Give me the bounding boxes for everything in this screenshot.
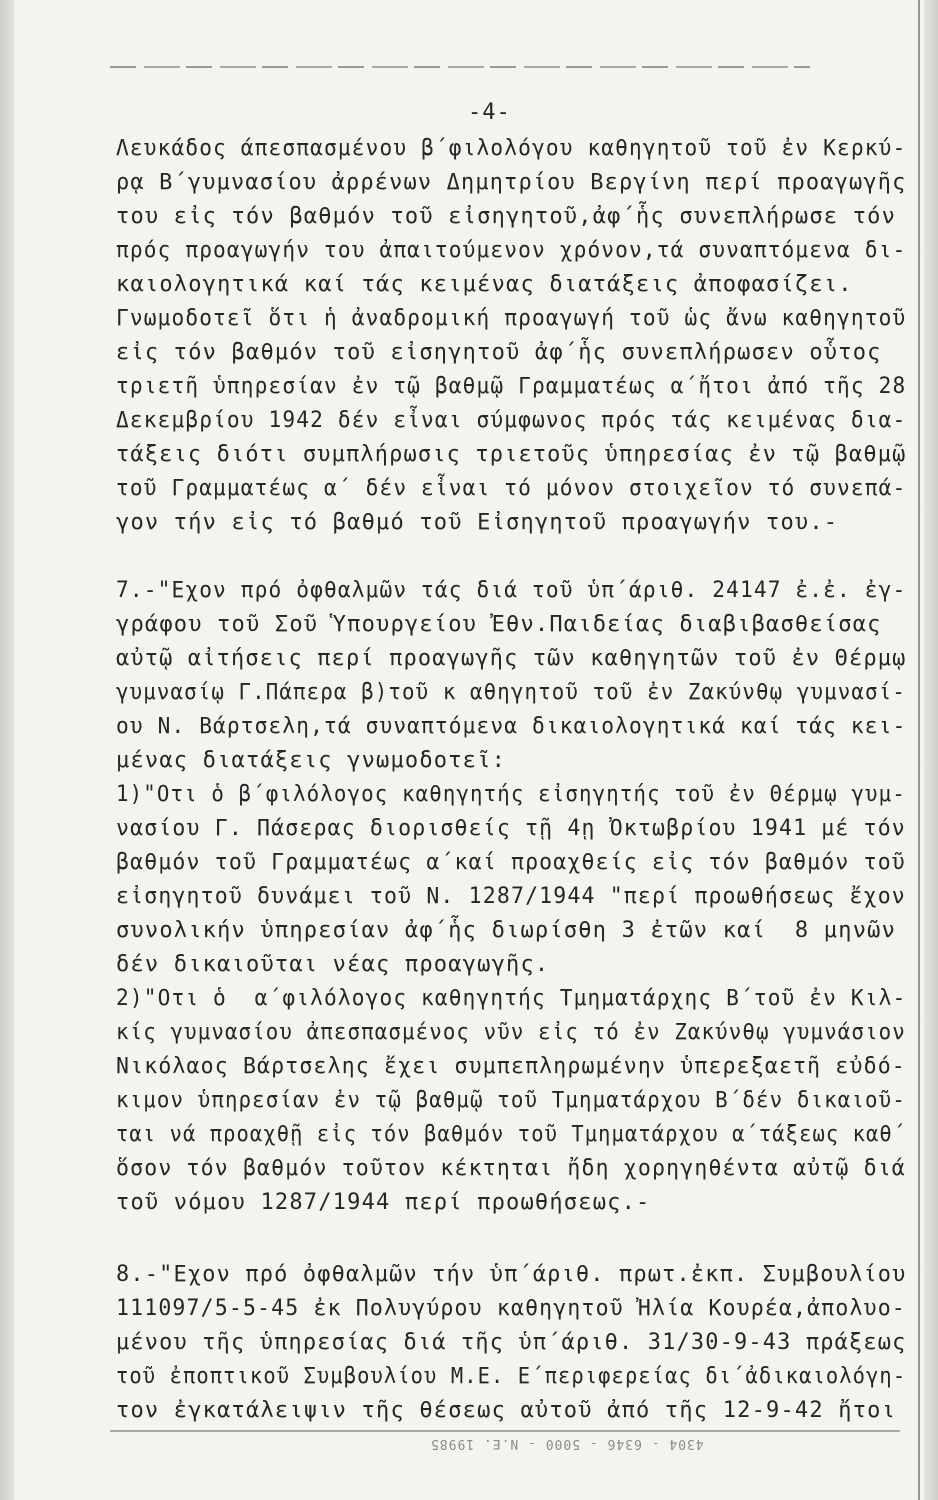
text-line: Γνωμοδοτεῖ ὅτι ἡ ἀναδρομική προαγωγή τοῦ ὡς ἄνω καθηγητοῦ	[116, 306, 907, 331]
page-right-edge	[924, 0, 938, 1500]
text-line: αὐτῷ αἰτήσεις περί προαγωγῆς τῶν καθηγητῶν τοῦ ἐν Θέρμῳ	[116, 646, 907, 671]
bottom-rule-line	[110, 1430, 900, 1432]
text-line: συνολικήν ὑπηρεσίαν ἀφ΄ἧς διωρίσθη 3 ἐτῶν καί 8 μηνῶν	[116, 918, 897, 943]
text-line: 111097/5-5-45 ἐκ Πολυγύρου καθηγητοῦ Ἠλία Κουρέα,ἀπολυο-	[116, 1296, 906, 1321]
text-line: βαθμόν τοῦ Γραμματέως α΄καί προαχθείς εἰς τόν βαθμόν τοῦ	[116, 850, 906, 875]
page-left-edge	[0, 0, 14, 1500]
text-line: τοῦ ἐποπτικοῦ Συμβουλίου Μ.Ε. Ε΄περιφερείας δι΄ἀδικαιολόγη-	[116, 1364, 907, 1389]
text-line: γον τήν εἰς τό βαθμό τοῦ Εἰσηγητοῦ προαγωγήν του.-	[116, 510, 839, 535]
text-line: πρός προαγωγήν του ἀπαιτούμενον χρόνον,τά συναπτόμενα δι-	[116, 238, 907, 263]
text-line: Νικόλαος Βάρτσελης ἔχει συμπεπληρωμένην ὑπερεξαετῆ εὐδό-	[116, 1054, 906, 1079]
text-line: τάξεις διότι συμπλήρωσις τριετοῦς ὑπηρεσίας ἐν τῷ βαθμῷ	[116, 442, 907, 467]
text-line: νασίου Γ. Πάσερας διορισθείς τῇ 4ῃ Ὀκτωβρίου 1941 μέ τόν	[116, 816, 906, 841]
text-line: 8.-"Εχον πρό ὀφθαλμῶν τήν ὑπ΄άριθ. πρωτ.ἐκπ. Συμβουλίου	[116, 1262, 907, 1287]
text-line: εἰς τόν βαθμόν τοῦ εἰσηγητοῦ ἀφ΄ἧς συνεπλήρωσεν οὗτος	[116, 340, 882, 365]
text-line: 1)"Οτι ὁ β΄φιλόλογος καθηγητής εἰσηγητής τοῦ ἐν Θέρμῳ γυμ-	[116, 782, 906, 807]
top-rule-line	[110, 66, 810, 68]
text-line: Δεκεμβρίου 1942 δέν εἶναι σύμφωνος πρός τάς κειμένας δια-	[116, 408, 907, 433]
text-line: Λευκάδος άπεσπασμένου β΄φιλολόγου καθηγητοῦ τοῦ ἐν Κερκύ-	[116, 136, 907, 161]
text-line: ρᾳ Β΄γυμνασίου ἀρρένων Δημητρίου Βεργίνη περί προαγωγῆς	[116, 170, 907, 195]
text-line: τοῦ νόμου 1287/1944 περί προωθήσεως.-	[116, 1190, 651, 1215]
text-line: καιολογητικά καί τάς κειμένας διατάξεις ἀποφασίζει.	[116, 272, 853, 297]
text-line: τριετῆ ὑπηρεσίαν ἐν τῷ βαθμῷ Γραμματέως α΄ἤτοι ἀπό τῆς 28	[116, 374, 907, 399]
text-line: κίς γυμνασίου ἀπεσπασμένος νῦν εἰς τό ἐν Ζακύνθῳ γυμνάσιον	[116, 1020, 906, 1045]
text-line: τον ἐγκατάλειψιν τῆς θέσεως αὐτοῦ ἀπό τῆς 12-9-42 ἤτοι	[116, 1398, 897, 1423]
text-line: 2)"Οτι ὁ α΄φιλόλογος καθηγητής Τμηματάρχης Β΄τοῦ ἐν Κιλ-	[116, 986, 907, 1011]
text-line: του εἰς τόν βαθμόν τοῦ εἰσηγητοῦ,ἀφ΄ἧς συνεπλήρωσε τόν	[116, 204, 897, 229]
text-line: κιμον ὑπηρεσίαν ἐν τῷ βαθμῷ τοῦ Τμηματάρχου Β΄δέν δικαιοῦ-	[116, 1088, 906, 1113]
page-number: -4-	[468, 100, 511, 125]
text-line: γράφου τοῦ Σοῦ Ὑπουργείου Ἐθν.Παιδείας διαβιβασθείσας	[116, 612, 882, 637]
text-line: μένας διατάξεις γνωμοδοτεῖ:	[116, 748, 507, 773]
text-line: ου Ν. Βάρτσελη,τά συναπτόμενα δικαιολογητικά καί τάς κει-	[116, 714, 907, 739]
text-line: 7.-"Εχον πρό ὀφθαλμῶν τάς διά τοῦ ὑπ΄άριθ. 24147 ἐ.ἐ. ἐγ-	[116, 578, 907, 603]
text-line: μένου τῆς ὑπηρεσίας διά τῆς ὑπ΄άριθ. 31/30-9-43 πράξεως	[116, 1330, 907, 1355]
right-margin-line	[918, 0, 920, 1500]
text-line: ται νά προαχθῇ εἰς τόν βαθμόν τοῦ Τμηματάρχου α΄τάξεως καθ΄	[116, 1122, 907, 1147]
footer-print-mark: 4304 - 6346 - 5000 - Ν.Ε. 19985	[430, 1436, 704, 1451]
text-line: δέν δικαιοῦται νέας προαγωγῆς.	[116, 952, 550, 977]
text-line: ὅσον τόν βαθμόν τοῦτον κέκτηται ἤδη χορηγηθέντα αὐτῷ διά	[116, 1156, 906, 1181]
text-line: γυμνασίῳ Γ.Πάπερα β)τοῦ κ αθηγητοῦ τοῦ ἐν Ζακύνθῳ γυμνασί-	[116, 680, 906, 705]
text-line: εἰσηγητοῦ δυνάμει τοῦ Ν. 1287/1944 "περί προωθήσεως ἔχον	[116, 884, 906, 909]
text-line: τοῦ Γραμματέως α΄ δέν εἶναι τό μόνον στοιχεῖον τό συνεπά-	[116, 476, 907, 501]
